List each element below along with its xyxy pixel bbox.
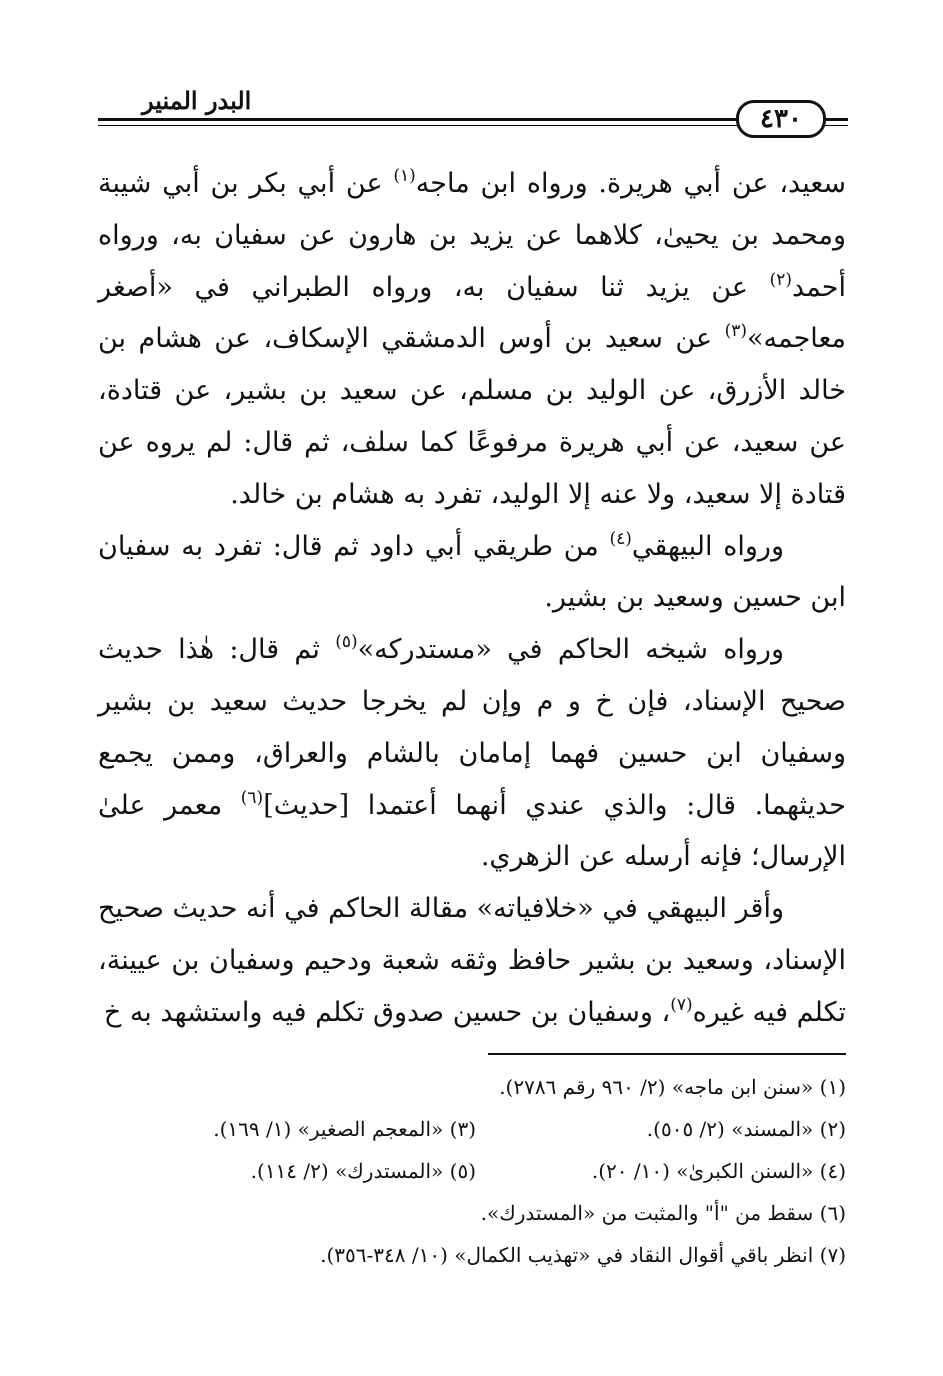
main-text <box>98 158 846 1039</box>
page-number: ٤٣٠ <box>736 100 826 138</box>
footnote-1: (١) «سنن ابن ماجه» (٢/ ٩٦٠ رقم ٢٧٨٦). <box>499 1075 846 1099</box>
footnote-4: (٤) «السنن الكبرىٰ» (١٠/ ٢٠). <box>591 1159 846 1183</box>
footnote-6: (٦) سقط من "أ" والمثبت من «المستدرك». <box>480 1201 846 1225</box>
paragraph-2 <box>98 521 846 625</box>
page-header <box>98 88 848 138</box>
header-rule-thin <box>98 125 848 126</box>
footnote-marker: (٤) <box>609 528 632 549</box>
footnote-marker: (١) <box>393 166 416 186</box>
text-segment: عن أبي بكر بن أبي شيبة ومحمد بن يحيىٰ، كلاهما عن يزيد بن هارون عن سفيان به، ورواه أحمد <box>98 168 846 303</box>
text-segment: ، وسفيان بن حسين صدوق تكلم فيه واستشهد به خ <box>103 996 671 1028</box>
footnote-row-2-3 <box>98 1108 846 1150</box>
footnote-3: (٣) «المعجم الصغير» (١/ ١٦٩). <box>213 1117 476 1141</box>
footnote-marker: (٦) <box>240 787 264 808</box>
footnote-7: (٧) انظر باقي أقوال النقاد في «تهذيب الكمال» (١٠/ ٣٤٨-٣٥٦). <box>320 1243 846 1267</box>
footnote-marker: (٧) <box>670 994 693 1015</box>
text-segment: سعيد، عن أبي هريرة. ورواه ابن ماجه <box>415 168 847 199</box>
text-segment: عن يزيد ثنا سفيان به، ورواه الطبراني في «أصغر معاجمه» <box>98 271 846 355</box>
footnote-5: (٥) «المستدرك» (٢/ ١١٤). <box>250 1159 476 1183</box>
footnote-marker: (٥) <box>335 632 358 653</box>
text-segment: معمر علىٰ الإرسال؛ فإنه أرسله عن الزهري. <box>98 789 846 873</box>
text-segment: ورواه شيخه الحاكم في «مستدركه» <box>357 634 784 666</box>
paragraph-3 <box>98 624 846 883</box>
footnotes <box>98 1066 846 1276</box>
footnote-marker: (٣) <box>724 321 747 342</box>
footnote-row-4-5 <box>98 1150 846 1192</box>
text-segment: من طريقي أبي داود ثم قال: تفرد به سفيان ابن حسين وسعيد بن بشير. <box>98 530 846 614</box>
footnote-marker: (٢) <box>769 269 793 290</box>
book-title: البدر المنير <box>136 88 257 114</box>
footnote-separator <box>488 1053 846 1055</box>
text-segment: وأقر البيهقي في «خلافياته» مقالة الحاكم في أنه حديث صحيح الإسناد، وسعيد بن بشير حافظ وثقه شعبة ودحيم وسفيان بن عيينة، تكلم فيه غيره <box>98 893 846 1028</box>
paragraph-4 <box>98 883 846 1038</box>
text-segment: ثم قال: هٰذا حديث صحيح الإسناد، فإن خ و م وإن لم يخرجا حديث سعيد بن بشير وسفيان ابن حسين فهما إمامان بالشام والعراق، وممن يجمع حديثهما. قال: والذي عندي أنهما أعتمدا [حديث] <box>98 634 846 821</box>
text-segment: عن سعيد بن أوس الدمشقي الإسكاف، عن هشام بن خالد الأزرق، عن الوليد بن مسلم، عن سعيد بن بشير، عن قتادة، عن سعيد، عن أبي هريرة مرفوعًا كما سلف، ثم قال: لم يروه عن قتادة إلا سعيد، ولا عنه إلا الوليد، تفرد به هشام بن خالد. <box>98 323 846 510</box>
footnote-2: (٢) «المسند» (٢/ ٥٠٥). <box>646 1117 846 1141</box>
paragraph-1 <box>98 158 846 521</box>
text-segment: ورواه البيهقي <box>631 530 784 562</box>
